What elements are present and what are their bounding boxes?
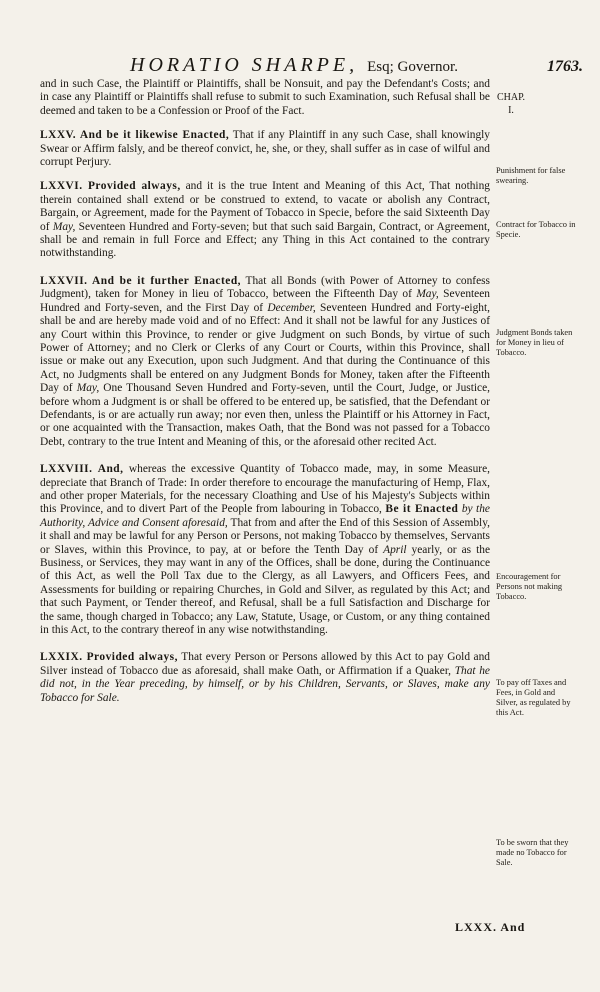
section-lead-75: LXXV. And be it likewise Enacted, xyxy=(40,129,230,142)
document-body xyxy=(40,78,490,705)
margin-note-75: Punishment for false swearing. xyxy=(496,166,566,185)
paragraph-75: LXXV. And be it likewise Enacted, That if any Plaintiff in any such Case, shall knowingly Swear or Affirm falsly, and be thereof convict, he, she, or they, shall suffer as in case of wilful and corrupt Perjury. xyxy=(40,129,490,169)
paragraph-77: LXXVII. And be it further Enacted, That all Bonds (with Power of Attorney to confess Judgment), taken for Money in lieu of Tobacco, between the Fifteenth Day of May, Seventeen Hundred and Forty-seven, and the First Day of December, Seventeen Hundred and Forty-eight, shall be and are hereby made void and of no Effect: And it shall not be lawful for any Justices of any Court within this Province, to render or give Judgment on such Bonds, by virtue of such Power of Attorney; and no Clerk or Clerks of any Court or Courts, within this Province, shall issue or make out any Execution, upon such Judgment. And that during the Continuance of this Act, no Judgments shall be entered on any Judgment Bonds for Money, taken after the Fifteenth Day of May, One Thousand Seven Hundred and Forty-seven, until the Court, Judge, or Justice, before whom a Judgment is or shall be offered to be entered up, be satisfied, that the Defendant or Defendants, is or are actually run away; nor even then, unless the Plaintiff or his Attorney in Fact, or one acquainted with the Transaction, makes Oath, that the Bond was not passed for a Tobacco Debt, contrary to the true Intent and Meaning of this, or the aforesaid other recited Act. xyxy=(40,274,490,448)
paragraph-continuation: and in such Case, the Plaintiff or Plaintiffs, shall be Nonsuit, and pay the Defendant's Costs; and in case any Plaintiff or Plaintiffs shall refuse to submit to such Examination, such Refusal shall be deemed and taken to be a Confession or Proof of the Fact. xyxy=(40,78,490,117)
section-lead-77: LXXVII. And be it further Enacted, xyxy=(40,274,242,287)
chapter-label: CHAP. xyxy=(496,92,526,103)
margin-note-76: Contract for Tobacco in Specie. xyxy=(496,220,576,239)
section-lead-76: LXXVI. Provided always, xyxy=(40,180,181,193)
margin-note-77: Judgment Bonds taken for Money in lieu of Tobacco. xyxy=(496,328,573,357)
chapter-number: I. xyxy=(508,105,514,116)
margin-note-79: To be sworn that they made no Tobacco for Sale. xyxy=(496,838,569,867)
header-title: HORATIO SHARPE, Esq; Governor. xyxy=(130,54,458,76)
chapter-marker xyxy=(494,91,528,117)
section-lead-79: LXXIX. Provided always, xyxy=(40,651,178,664)
paragraph-79: LXXIX. Provided always, That every Person or Persons allowed by this Act to pay Gold and Silver instead of Tobacco due as aforesaid, shall make Oath, or Affirmation if a Quaker, That he did not, in the Year preceding, by himself, or by his Children, Servants, or Slaves, make any Tobacco for Sale. xyxy=(40,651,490,704)
paragraph-76: LXXVI. Provided always, and it is the true Intent and Meaning of this Act, That nothing therein contained shall extend or be construed to extend, to vacate or abolish any Contract, Bargain, or Agreement, made for the Payment of Tobacco in Specie, before the said Sixteenth Day of May, Seventeen Hundred and Forty-seven; but that such said Bargain, Contract, or Agreement, shall be and remain in full Force and Effect; any Thing in this Act contained to the contrary notwithstanding. xyxy=(40,180,490,260)
header-title-esq: Esq; Governor. xyxy=(367,59,458,75)
margin-note-78-taxes: To pay off Taxes and Fees, in Gold and Silver, as regulated by this Act. xyxy=(496,678,571,717)
section-lead-78: LXXVIII. And, xyxy=(40,463,124,476)
header-year: 1763. xyxy=(547,58,583,75)
margin-note-78-encouragement: Encouragement for Persons not making Tobacco. xyxy=(496,572,563,601)
paragraph-78: LXXVIII. And, whereas the excessive Quantity of Tobacco made, may, in some Measure, depreciate that Branch of Trade: In order therefore to encourage the manufacturing of Hemp, Flax, and other proper Materials, for the necessary Cloathing and Use of his Majesty's Subjects within this Province, and to divert Part of the People from labouring in Tobacco, Be it Enacted by the Authority, Advice and Consent aforesaid, That from and after the End of this Session of Assembly, it shall and may be lawful for any Person or Persons, not making Tobacco by themselves, Servants or Slaves, within this Province, to pay, at or before the Tenth Day of April yearly, or as the Business, or Services, they may want in any of the Offices, shall be done, during the Continuance of this Act, as well the Poll Tax due to the Clergy, as all Lawyers, and Officers Fees, and Assessments for building or repairing Churches, in Gold and Silver, as regulated by this Act; and that such Payment, or Tender thereof, and Refusal, shall be a full Satisfaction and Discharge for the same, though charged in Tobacco; any Law, Statute, Usage, or Custom, or any thing contained in this Act, to the contrary thereof in any wise notwithstanding. xyxy=(40,463,490,637)
catchword: LXXX. And xyxy=(455,920,526,934)
